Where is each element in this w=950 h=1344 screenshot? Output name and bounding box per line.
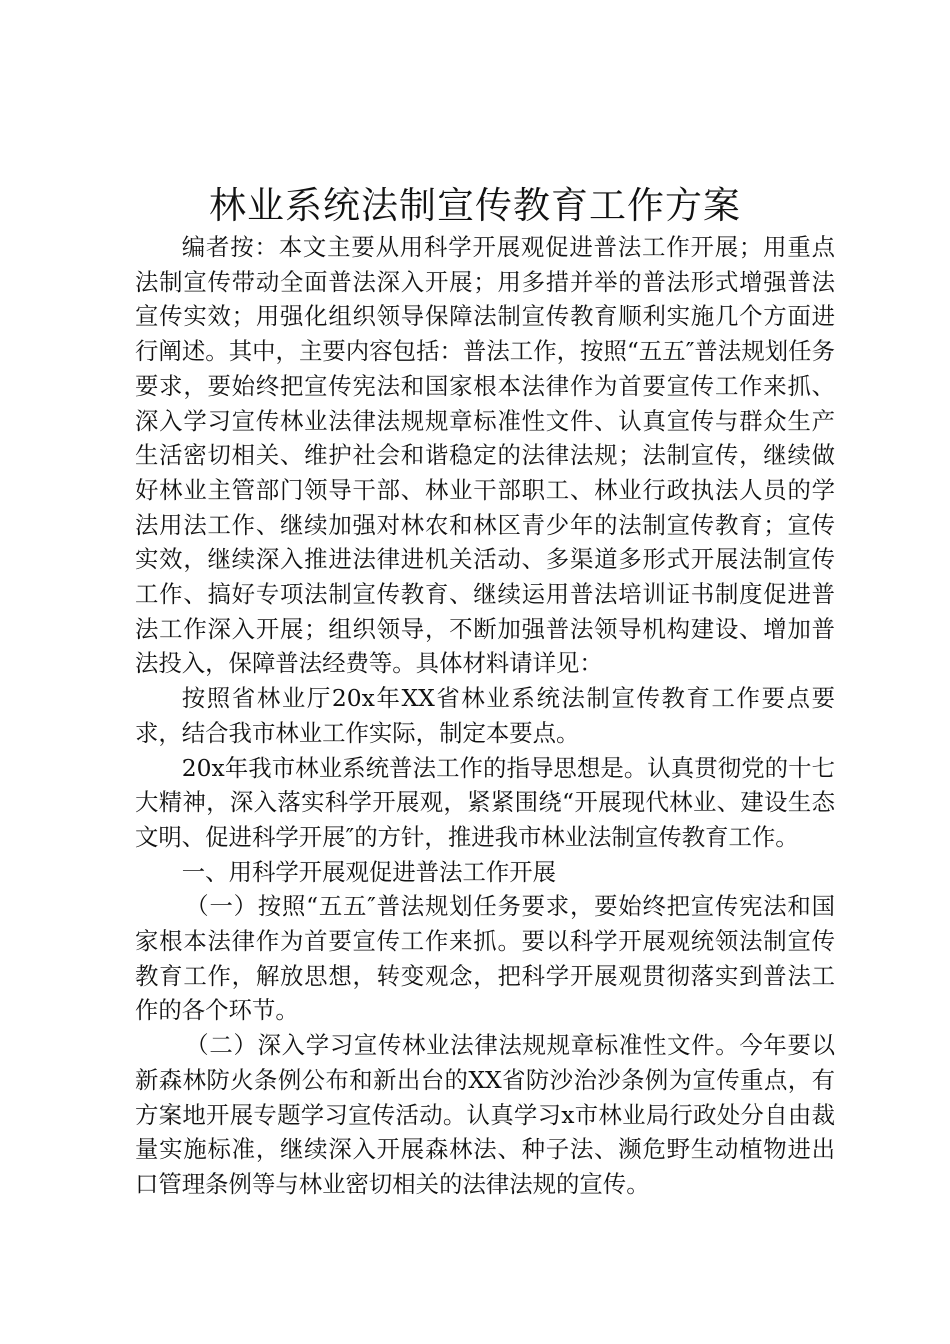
item-one-paragraph: （一）按照“五五″普法规划任务要求，要始终把宣传宪法和国家根本法律作为首要宣传工作来抓。要以科学开展观统领法制宣传教育工作，解放思想，转变观念，把科学开展观贯彻落实到普法工作的各个环节。	[135, 892, 835, 1025]
guiding-thought-paragraph: 20x年我市林业系统普法工作的指导思想是。认真贯彻党的十七大精神，深入落实科学开展观，紧紧围绕“开展现代林业、建设生态文明、促进科学开展″的方针，推进我市林业法制宣传教育工作。	[135, 753, 835, 851]
document-title: 林业系统法制宣传教育工作方案	[209, 184, 741, 227]
section-heading: 一、用科学开展观促进普法工作开展	[181, 857, 557, 886]
intro-paragraph: 按照省林业厅20x年XX省林业系统法制宣传教育工作要点要求，结合我市林业工作实际，制定本要点。	[135, 684, 835, 747]
document-body	[135, 230, 835, 1202]
editor-note-paragraph: 编者按：本文主要从用科学开展观促进普法工作开展；用重点法制宣传带动全面普法深入开展；用多措并举的普法形式增强普法宣传实效；用强化组织领导保障法制宣传教育顺利实施几个方面进行阐述。其中，主要内容包括：普法工作，按照“五五″普法规划任务要求，要始终把宣传宪法和国家根本法律作为首要宣传工作来抓、深入学习宣传林业法律法规规章标准性文件、认真宣传与群众生产生活密切相关、维护社会和谐稳定的法律法规；法制宣传，继续做好林业主管部门领导干部、林业干部职工、林业行政执法人员的学法用法工作、继续加强对林农和林区青少年的法制宣传教育；宣传实效，继续深入推进法律进机关活动、多渠道多形式开展法制宣传工作、搞好专项法制宣传教育、继续运用普法培训证书制度促进普法工作深入开展；组织领导，不断加强普法领导机构建设、增加普法投入，保障普法经费等。具体材料请详见：	[135, 233, 835, 678]
item-two-paragraph: （二）深入学习宣传林业法律法规规章标准性文件。今年要以新森林防火条例公布和新出台的XX省防沙治沙条例为宣传重点，有方案地开展专题学习宣传活动。认真学习x市林业局行政处分自由裁量实施标准，继续深入开展森林法、种子法、濒危野生动植物进出口管理条例等与林业密切相关的法律法规的宣传。	[135, 1031, 835, 1198]
